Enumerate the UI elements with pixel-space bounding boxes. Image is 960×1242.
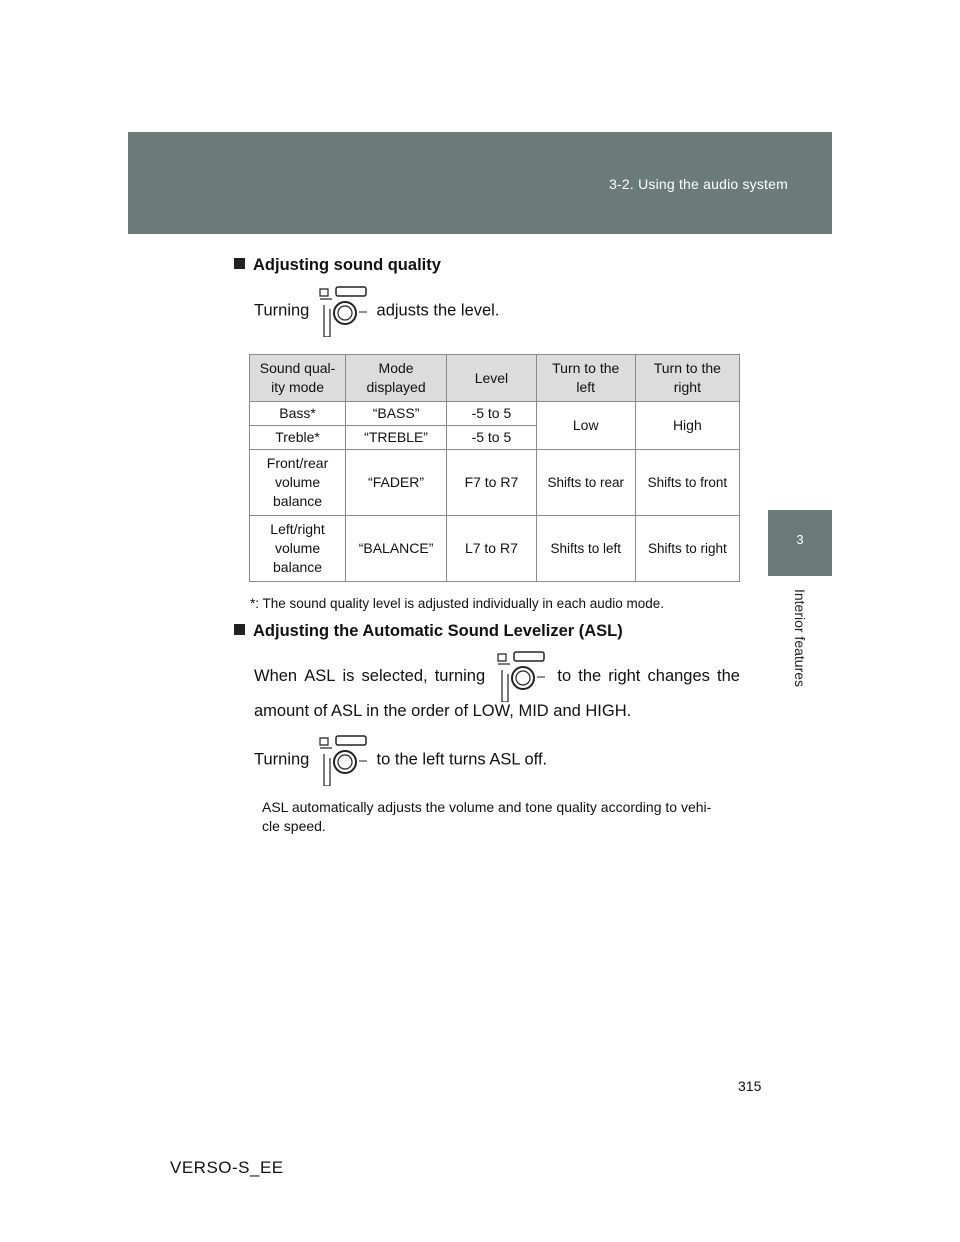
col-mode-displayed: Mode displayed (346, 355, 447, 402)
table-row (250, 402, 740, 426)
cell-turn-right: Shifts to right (635, 516, 739, 582)
table-footnote: *: The sound quality level is adjusted individually in each audio mode. (250, 596, 665, 611)
cell-display: “BALANCE” (346, 516, 447, 582)
tune-dial-icon (318, 285, 368, 337)
word: When (254, 666, 298, 685)
sound-quality-table (249, 354, 740, 582)
col-turn-right: Turn to the right (635, 355, 739, 402)
asl-instruction-line1 (254, 650, 740, 702)
word: turning (434, 666, 486, 685)
instruction-adjust-level-before: Turning (254, 301, 310, 320)
cell-mode: Left/right volume balance (250, 516, 346, 582)
table-row (250, 450, 740, 516)
heading-asl (234, 622, 623, 641)
word: is (342, 666, 355, 685)
asl-instruction-line2: amount of ASL in the order of LOW, MID and HIGH. (254, 702, 632, 720)
page-number: 315 (738, 1078, 762, 1094)
instruction-adjust-level (254, 285, 499, 337)
cell-level: -5 to 5 (447, 426, 537, 450)
chapter-tab (768, 510, 832, 576)
col-turn-left: Turn to the left (536, 355, 635, 402)
cell-display: “FADER” (346, 450, 447, 516)
tune-dial-icon (496, 650, 546, 702)
cell-display: “BASS” (346, 402, 447, 426)
table-header-row (250, 355, 740, 402)
word: ASL (304, 666, 336, 685)
cell-turn-left: Shifts to left (536, 516, 635, 582)
cell-level: -5 to 5 (447, 402, 537, 426)
cell-mode: Treble* (250, 426, 346, 450)
asl-instruction-line3-after: to the left turns ASL off. (376, 750, 548, 769)
asl-instruction-line3-before: Turning (254, 750, 310, 769)
word: the (578, 666, 602, 685)
cell-mode: Bass* (250, 402, 346, 426)
chapter-number: 3 (796, 532, 804, 547)
instruction-adjust-level-after: adjusts the level. (376, 301, 500, 320)
document-code: VERSO-S_EE (170, 1158, 284, 1177)
table-row (250, 516, 740, 582)
tune-dial-icon (318, 734, 368, 786)
bullet-icon (234, 258, 245, 269)
cell-turn-right: Shifts to front (635, 450, 739, 516)
word: selected, (361, 666, 428, 685)
page-header (128, 132, 832, 234)
word: right (608, 666, 641, 685)
asl-instruction-line3 (254, 734, 547, 786)
header-section-title: 3-2. Using the audio system (609, 176, 788, 192)
cell-level: L7 to R7 (447, 516, 537, 582)
cell-turn-left-merged: Low (536, 402, 635, 450)
cell-turn-left: Shifts to rear (536, 450, 635, 516)
word: the (717, 666, 740, 685)
word: to (557, 666, 572, 685)
col-level: Level (447, 355, 537, 402)
chapter-label: Interior features (792, 588, 808, 688)
heading-sound-quality-text: Adjusting sound quality (253, 256, 441, 274)
col-sound-quality-mode: Sound qual- ity mode (250, 355, 346, 402)
heading-asl-text: Adjusting the Automatic Sound Levelizer (ASL) (253, 622, 623, 640)
cell-display: “TREBLE” (346, 426, 447, 450)
cell-level: F7 to R7 (447, 450, 537, 516)
cell-turn-right-merged: High (635, 402, 739, 450)
word: changes (647, 666, 710, 685)
asl-note: ASL automatically adjusts the volume and tone quality according to vehi- cle speed. (262, 799, 712, 834)
heading-sound-quality (234, 256, 441, 275)
cell-mode: Front/rear volume balance (250, 450, 346, 516)
bullet-icon (234, 624, 245, 635)
